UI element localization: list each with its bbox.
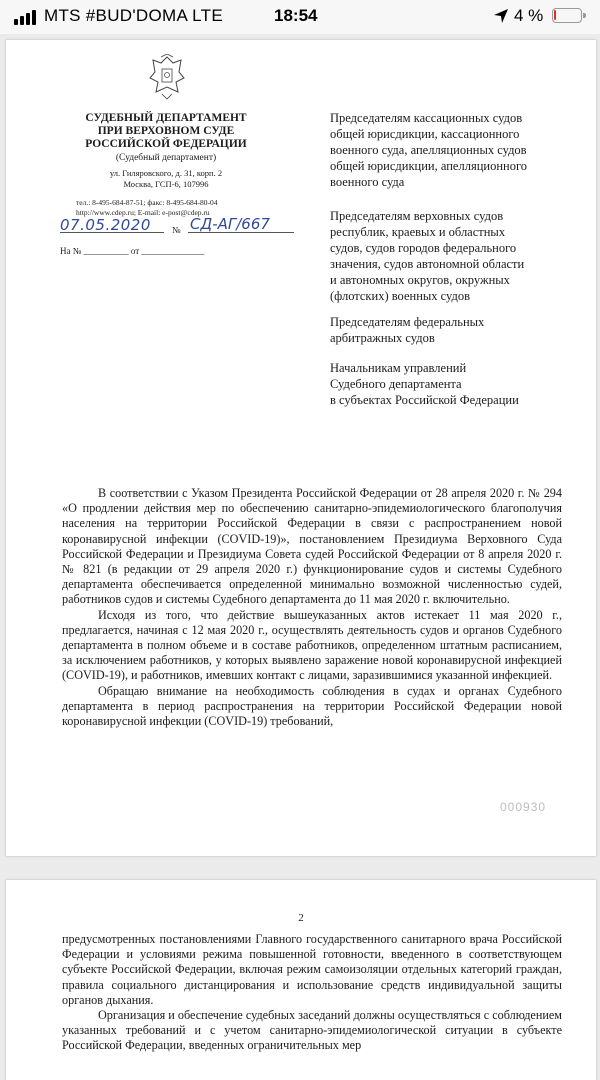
paragraph: В соответствии с Указом Президента Российской Федерации от 28 апреля 2020 г. № 294 «О продлении действия мер по обеспечению санитарно-эпидемиологического благополучия населения на территории Российской Федерации в связи с распространением новой коронавирусной инфекции (COVID-19)», постановлением Президиума Верховного Суда Российской Федерации и Президиума Совета судей Российской Федерации от 8 апреля 2020 г. № 821 (в редакции от 29 апреля 2020 г.) функционирование судов и системы Судебного департамента обеспечивается определенной минимально возможной численностью судей, работников судов и системы Судебного департамента до 11 мая 2020 г. включительно. — [62, 486, 562, 607]
department-contacts: тел.: 8-495-684-87-51; факс: 8-495-684-80-04 http://www.cdep.ru; E-mail: e-post@cdep.ru — [76, 198, 218, 217]
department-name: СУДЕБНЫЙ ДЕПАРТАМЕНТ ПРИ ВЕРХОВНОМ СУДЕ РОССИЙСКОЙ ФЕДЕРАЦИИ — [85, 112, 247, 150]
paragraph: Исходя из того, что действие вышеуказанных актов истекает 11 мая 2020 г., предлагается, начиная с 12 мая 2020 г., осуществлять деятельность судов и органов Судебного департамента в полном объеме и в составе работников, определенном штатным расписанием, за исключением работников, у которых выявлено заражение новой коронавирусной инфекцией (COVID-19), и работников, имевших контакт с лицами, заразившимися указанной инфекцией. — [62, 607, 562, 683]
paragraph: Организация и обеспечение судебных заседаний должны осуществляться с соблюдением указанных требований и с учетом санитарно-эпидемиологической ситуации в субъекте Российской Федерации, введенных ограничительных мер — [62, 1008, 562, 1053]
department-short-name: (Судебный департамент) — [115, 153, 217, 163]
registration-row — [60, 216, 320, 238]
battery-icon — [552, 8, 582, 23]
location-arrow-icon — [493, 8, 509, 24]
registration-date: 07.05.2020 — [60, 216, 151, 234]
form-serial-number: 000930 — [500, 800, 547, 814]
paragraph: Обращаю внимание на необходимость соблюдения в судах и органах Судебного департамента в период распространения на территории Российской Федерации новой коронавирусной инфекции (COVID-19) требований, — [62, 683, 562, 729]
department-address: ул. Гиляровского, д. 31, корп. 2 Москва, ГСП-6, 107996 — [109, 168, 223, 189]
document-page-1 — [6, 40, 596, 856]
document-page-2 — [6, 880, 596, 1080]
addressee-block-supreme-courts: Председателям верховных судов республик, краевых и областных судов, судов городов федерального значения, судов автономной области и автономных округов, окружных (флотских) военных судов — [330, 209, 525, 303]
coat-of-arms-emblem — [148, 54, 186, 100]
carrier-name: MTS #BUD'DOMA LTE — [44, 6, 224, 25]
reference-line: На № __________ от ______________ — [60, 246, 205, 256]
signal-strength-icon — [14, 9, 38, 25]
registration-number: СД-АГ/667 — [190, 215, 270, 233]
addressee-block-departments: Начальникам управлений Судебного департамента в субъектах Российской Федерации — [330, 361, 519, 407]
status-bar — [0, 0, 600, 34]
page-number: 2 — [298, 912, 304, 924]
letter-body — [62, 486, 562, 729]
registration-number-label: № — [172, 225, 181, 235]
addressee-block-arbitration: Председателям федеральных арбитражных судов — [330, 315, 485, 345]
battery-percent: 4 % — [514, 6, 544, 25]
paragraph: предусмотренных постановлениями Главного государственного санитарного врача Российской Федерации и условиями режима повышенной готовности, введенного в соответствующем субъекте Российской Федерации, включая режим самоизоляции отдельных категорий граждан, правила социального дистанцирования и использование средств индивидуальной защиты органов дыхания. — [62, 932, 562, 1007]
letter-body-continued — [62, 932, 562, 1054]
status-time: 18:54 — [274, 6, 318, 25]
addressee-block-cassation: Председателям кассационных судов общей юрисдикции, кассационного военного суда, апелляционных судов общей юрисдикции, апелляционного военного суда — [330, 111, 528, 189]
